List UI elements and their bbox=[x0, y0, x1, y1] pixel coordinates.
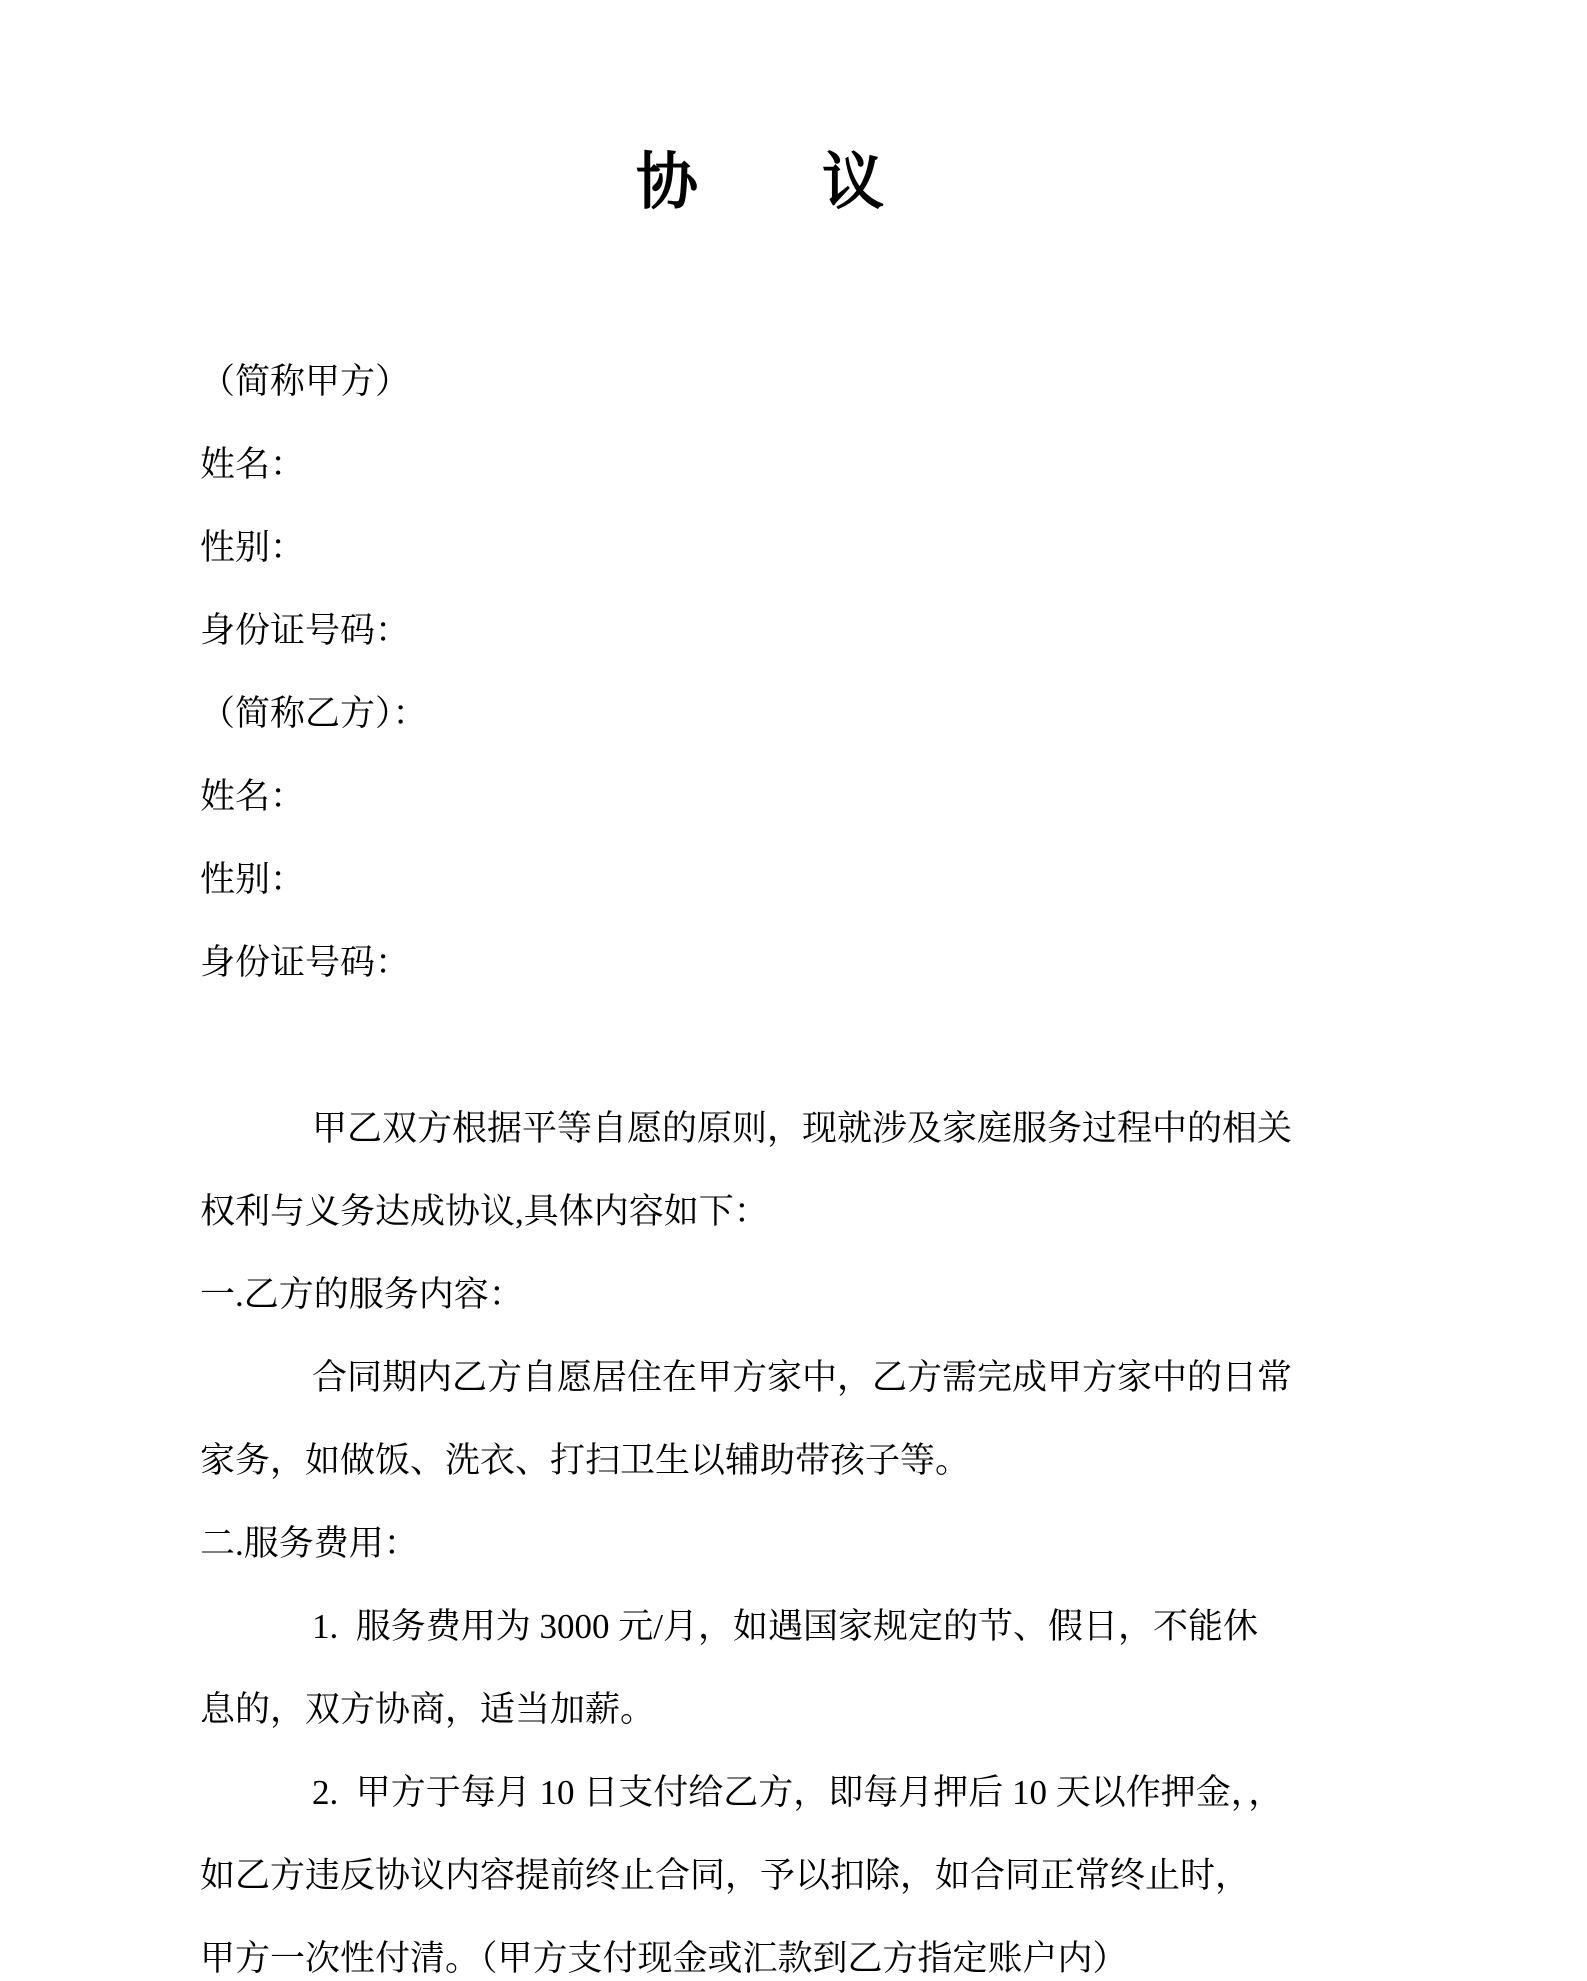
document-content bbox=[200, 0, 1320, 1981]
line-item-1-line-2: 息的，双方协商，适当加薪。 bbox=[200, 1690, 656, 1729]
line-party-a-name: 姓名： bbox=[200, 445, 306, 484]
line-party-a-label: （简称甲方） bbox=[200, 362, 411, 401]
line-party-b-id-number: 身份证号码： bbox=[200, 943, 411, 982]
line-party-a-gender: 性别： bbox=[200, 528, 306, 567]
line-item-2-line-2: 如乙方违反协议内容提前终止合同，予以扣除，如合同正常终止时， bbox=[200, 1856, 1251, 1895]
line-item-1-line-1: 1. 服务费用为 3000 元/月，如遇国家规定的节、假日，不能休 bbox=[312, 1607, 1258, 1646]
line-section-1-heading: 一.乙方的服务内容： bbox=[200, 1275, 524, 1314]
line-item-2-line-1: 2. 甲方于每月 10 日支付给乙方，即每月押后 10 天以作押金，， bbox=[312, 1773, 1284, 1812]
line-preamble-line-2: 权利与义务达成协议,具体内容如下： bbox=[200, 1192, 769, 1231]
document-body bbox=[200, 340, 1320, 1981]
line-party-b-label: （简称乙方）： bbox=[200, 694, 428, 733]
line-section-1-line-1: 合同期内乙方自愿居住在甲方家中，乙方需完成甲方家中的日常 bbox=[312, 1358, 1293, 1397]
line-preamble-line-1: 甲乙双方根据平等自愿的原则，现就涉及家庭服务过程中的相关 bbox=[312, 1109, 1293, 1148]
line-party-b-name: 姓名： bbox=[200, 777, 306, 816]
line-party-a-id-number: 身份证号码： bbox=[200, 611, 411, 650]
line-section-2-heading: 二.服务费用： bbox=[200, 1524, 419, 1563]
line-item-2-line-3: 甲方一次性付清。（甲方支付现金或汇款到乙方指定账户内） bbox=[200, 1939, 1128, 1978]
line-section-1-line-2: 家务，如做饭、洗衣、打扫卫生以辅助带孩子等。 bbox=[200, 1441, 971, 1480]
line-party-b-gender: 性别： bbox=[200, 860, 306, 899]
line-blank-line bbox=[200, 1004, 1320, 1087]
document-title: 协 议 bbox=[635, 149, 884, 217]
